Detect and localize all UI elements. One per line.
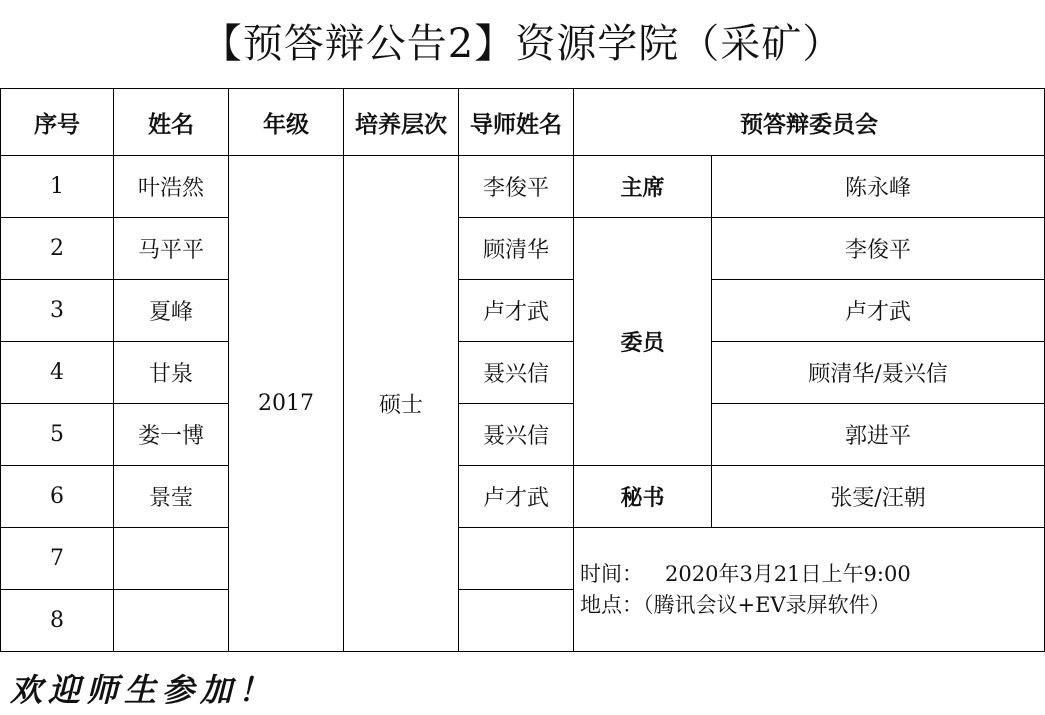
student-name-cell: 娄一博 — [114, 404, 229, 466]
advisor-cell: 李俊平 — [459, 156, 574, 218]
place-value: （腾讯会议+EV录屏软件） — [643, 592, 891, 617]
time-value: 2020年3月21日上午9:00 — [665, 561, 911, 586]
member-name: 顾清华/聂兴信 — [712, 342, 1045, 404]
meeting-time — [580, 559, 1044, 590]
meeting-place — [580, 590, 1044, 621]
secretary-name: 张雯/汪朝 — [712, 466, 1045, 528]
defense-schedule-table — [0, 88, 1045, 652]
table-row — [1, 528, 1045, 590]
seq-cell: 2 — [1, 218, 114, 280]
seq-cell: 1 — [1, 156, 114, 218]
table-row — [1, 342, 1045, 404]
table-row — [1, 218, 1045, 280]
meeting-info-cell — [574, 528, 1045, 652]
student-name-cell: 景莹 — [114, 466, 229, 528]
seq-cell: 6 — [1, 466, 114, 528]
seq-cell: 8 — [1, 590, 114, 652]
student-name-cell — [114, 528, 229, 590]
advisor-cell — [459, 590, 574, 652]
level-cell: 硕士 — [344, 156, 459, 652]
advisor-cell: 聂兴信 — [459, 342, 574, 404]
member-name: 李俊平 — [712, 218, 1045, 280]
student-name-cell: 马平平 — [114, 218, 229, 280]
header-advisor: 导师姓名 — [459, 89, 574, 156]
student-name-cell: 夏峰 — [114, 280, 229, 342]
student-name-cell — [114, 590, 229, 652]
secretary-label: 秘书 — [574, 466, 712, 528]
advisor-cell: 卢才武 — [459, 280, 574, 342]
welcome-footer: 欢迎师生参加！ — [10, 671, 277, 709]
advisor-cell: 聂兴信 — [459, 404, 574, 466]
seq-cell: 5 — [1, 404, 114, 466]
student-name-cell: 叶浩然 — [114, 156, 229, 218]
time-label: 时间： — [580, 561, 643, 586]
header-level: 培养层次 — [344, 89, 459, 156]
advisor-cell: 顾清华 — [459, 218, 574, 280]
grade-cell: 2017 — [229, 156, 344, 652]
place-label: 地点： — [580, 592, 643, 617]
seq-cell: 4 — [1, 342, 114, 404]
seq-cell: 3 — [1, 280, 114, 342]
advisor-cell: 卢才武 — [459, 466, 574, 528]
table-header-row — [1, 89, 1045, 156]
table-row — [1, 156, 1045, 218]
student-name-cell: 甘泉 — [114, 342, 229, 404]
header-seq: 序号 — [1, 89, 114, 156]
seq-cell: 7 — [1, 528, 114, 590]
advisor-cell — [459, 528, 574, 590]
table-row — [1, 404, 1045, 466]
chair-label: 主席 — [574, 156, 712, 218]
chair-name: 陈永峰 — [712, 156, 1045, 218]
header-name: 姓名 — [114, 89, 229, 156]
header-grade: 年级 — [229, 89, 344, 156]
member-name: 郭进平 — [712, 404, 1045, 466]
header-committee: 预答辩委员会 — [574, 89, 1045, 156]
table-row — [1, 280, 1045, 342]
member-name: 卢才武 — [712, 280, 1045, 342]
table-row — [1, 466, 1045, 528]
notice-title: 【预答辩公告2】资源学院（采矿） — [201, 21, 844, 67]
members-label: 委员 — [574, 218, 712, 466]
